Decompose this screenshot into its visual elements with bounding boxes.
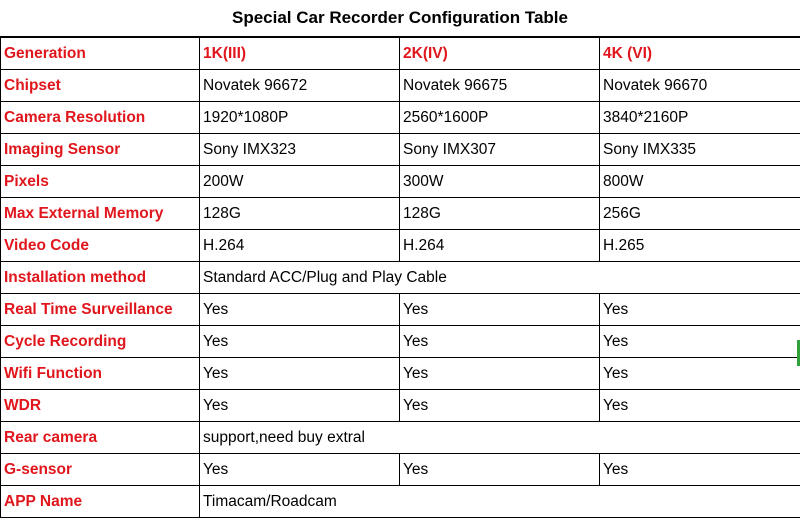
table-row (1, 134, 800, 166)
table-cell: Yes (400, 454, 600, 486)
row-label: Max External Memory (1, 198, 200, 230)
merged-cell: Timacam/Roadcam (200, 486, 800, 518)
table-cell: Yes (600, 454, 800, 486)
table-cell: Yes (400, 294, 600, 326)
header-4k: 4K (VI) (600, 37, 800, 70)
configuration-table (0, 36, 800, 518)
table-cell: Yes (200, 358, 400, 390)
table-row (1, 326, 800, 358)
table-row (1, 390, 800, 422)
header-1k: 1K(III) (200, 37, 400, 70)
table-cell: H.264 (400, 230, 600, 262)
table-cell: Yes (400, 390, 600, 422)
table-cell: Yes (200, 454, 400, 486)
table-row (1, 230, 800, 262)
table-row (1, 102, 800, 134)
table-cell: 256G (600, 198, 800, 230)
row-label: WDR (1, 390, 200, 422)
row-label: Real Time Surveillance (1, 294, 200, 326)
table-cell: 128G (400, 198, 600, 230)
table-cell: Sony IMX323 (200, 134, 400, 166)
table-cell: Novatek 96675 (400, 70, 600, 102)
row-label: Cycle Recording (1, 326, 200, 358)
table-row (1, 486, 800, 518)
table-cell: Sony IMX335 (600, 134, 800, 166)
table-cell: 1920*1080P (200, 102, 400, 134)
table-cell: H.264 (200, 230, 400, 262)
row-label: Imaging Sensor (1, 134, 200, 166)
table-cell: Sony IMX307 (400, 134, 600, 166)
table-cell: Yes (200, 390, 400, 422)
table-cell: Yes (400, 358, 600, 390)
table-row (1, 294, 800, 326)
table-cell: Novatek 96670 (600, 70, 800, 102)
table-cell: H.265 (600, 230, 800, 262)
table-cell: Yes (400, 326, 600, 358)
table-row (1, 422, 800, 454)
table-cell: 128G (200, 198, 400, 230)
table-cell: Yes (600, 294, 800, 326)
row-label: Wifi Function (1, 358, 200, 390)
table-row (1, 358, 800, 390)
table-row (1, 262, 800, 294)
table-cell: Yes (200, 294, 400, 326)
table-cell: Novatek 96672 (200, 70, 400, 102)
table-cell: 3840*2160P (600, 102, 800, 134)
header-2k: 2K(IV) (400, 37, 600, 70)
table-row (1, 166, 800, 198)
merged-cell: support,need buy extral (200, 422, 800, 454)
table-cell: Yes (200, 326, 400, 358)
table-cell: 300W (400, 166, 600, 198)
row-label: Video Code (1, 230, 200, 262)
row-label: Camera Resolution (1, 102, 200, 134)
table-cell: Yes (600, 390, 800, 422)
row-label: Chipset (1, 70, 200, 102)
table-cell: 2560*1600P (400, 102, 600, 134)
header-label: Generation (1, 37, 200, 70)
table-cell: Yes (600, 358, 800, 390)
table-cell: 800W (600, 166, 800, 198)
merged-cell: Standard ACC/Plug and Play Cable (200, 262, 800, 294)
table-row (1, 198, 800, 230)
row-label: G-sensor (1, 454, 200, 486)
table-row (1, 454, 800, 486)
row-label: Installation method (1, 262, 200, 294)
header-row (1, 37, 800, 70)
table-title: Special Car Recorder Configuration Table (0, 0, 800, 36)
table-cell: 200W (200, 166, 400, 198)
table-row (1, 70, 800, 102)
row-label: APP Name (1, 486, 200, 518)
row-label: Rear camera (1, 422, 200, 454)
table-cell: Yes (600, 326, 800, 358)
row-label: Pixels (1, 166, 200, 198)
